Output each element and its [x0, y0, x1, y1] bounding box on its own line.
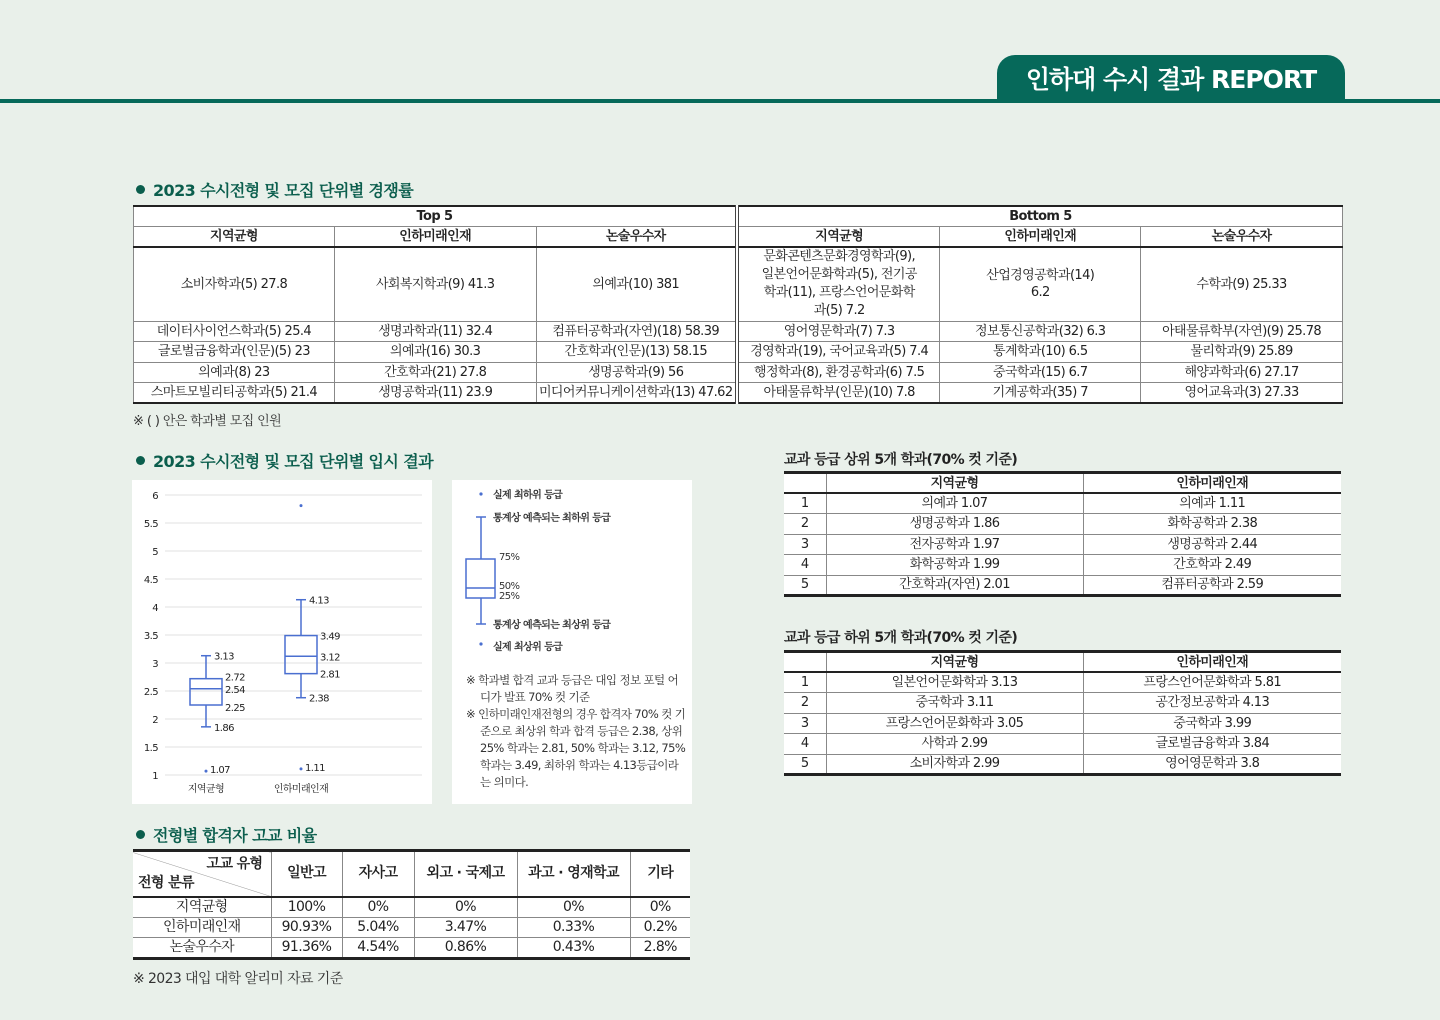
rank-cell: 3 [784, 534, 826, 555]
column-header: 일반고 [271, 851, 342, 897]
table-cell: 사회복지학과(9) 41.3 [334, 247, 536, 321]
section-title: 전형별 합격자 고교 비율 [153, 826, 317, 845]
column-header: 인하미래인재 [334, 227, 536, 248]
table-cell: 아태물류학부(자연)(9) 25.78 [1141, 321, 1343, 342]
corner-header [133, 851, 271, 897]
table-row [133, 897, 690, 918]
table-row [784, 575, 1341, 596]
table-row [134, 321, 1343, 342]
table-cell: 0% [630, 897, 690, 918]
table-cell: 0% [414, 897, 517, 918]
table-cell: 5.04% [342, 917, 414, 938]
max-outlier-point [300, 504, 303, 507]
row-header: 지역균형 [133, 897, 271, 918]
table-cell: 0.86% [414, 938, 517, 959]
table-row [784, 672, 1341, 693]
rank-cell: 4 [784, 734, 826, 755]
table-cell: 일본언어문화학과 3.13 [826, 672, 1083, 693]
table-row [784, 514, 1341, 535]
y-tick-label: 5 [152, 547, 158, 558]
rank-cell: 2 [784, 514, 826, 535]
table-cell: 화학공학과 2.38 [1083, 514, 1341, 535]
legend-p25: 25% [499, 591, 520, 602]
column-header: 논술우수자 [1141, 227, 1343, 248]
table-cell: 간호학과(인문)(13) 58.15 [536, 342, 737, 363]
legend-stat-lowest: 통계상 예측되는 최하위 등급 [493, 513, 611, 524]
data-label: 3.12 [320, 652, 340, 664]
y-tick-label: 1 [152, 771, 158, 782]
data-label: 1.11 [305, 762, 325, 774]
table-cell: 소비자학과 2.99 [826, 754, 1083, 775]
report-title: 인하대 수시 결과 REPORT [997, 55, 1345, 101]
table-cell: 중국학과(15) 6.7 [940, 362, 1141, 383]
table-cell: 전자공학과 1.97 [826, 534, 1083, 555]
table-row [133, 938, 690, 959]
table-cell: 영어영문학과(7) 7.3 [737, 321, 940, 342]
table-cell: 통계학과(10) 6.5 [940, 342, 1141, 363]
top5-header: Top 5 [134, 206, 737, 227]
table-cell: 공간정보공학과 4.13 [1083, 693, 1341, 714]
y-tick-label: 3 [152, 659, 158, 670]
data-label: 2.25 [225, 703, 245, 714]
table-cell: 중국학과 3.99 [1083, 713, 1341, 734]
table-cell: 영어영문학과 3.8 [1083, 754, 1341, 775]
table-cell: 생명과학과(11) 32.4 [334, 321, 536, 342]
table-row [134, 247, 1343, 321]
column-header [784, 473, 826, 494]
section-competition [136, 178, 413, 201]
table-cell: 0% [517, 897, 630, 918]
legend-note: ※ 인하미래인재전형의 경우 합격자 70% 컷 기준으로 최상위 학과 합격 등급은 2.38, 상위 25% 학과는 2.81, 50% 학과는 3.12, 75% 학과는 3.49, 최하위 학과는 4.13등급이라는 의미다. [466, 707, 686, 789]
table-cell: 간호학과(21) 27.8 [334, 362, 536, 383]
table-cell: 기계공학과(35) 7 [940, 383, 1141, 404]
table-cell: 2.8% [630, 938, 690, 959]
table-cell: 0.33% [517, 917, 630, 938]
corner-top-label: 고교 유형 [206, 856, 263, 872]
table-cell: 소비자학과(5) 27.8 [134, 247, 335, 321]
bullet-icon [136, 185, 145, 194]
table-cell: 해양과학과(6) 27.17 [1141, 362, 1343, 383]
competition-table [133, 205, 1343, 404]
corner-bottom-label: 전형 분류 [138, 874, 194, 891]
y-tick-label: 2.5 [143, 687, 158, 698]
column-header: 지역균형 [134, 227, 335, 248]
section-title: 2023 수시전형 및 모집 단위별 입시 결과 [153, 452, 433, 471]
table-cell: 화학공학과 1.99 [826, 555, 1083, 576]
data-label: 2.54 [225, 684, 245, 696]
bottom5-title: 교과 등급 하위 5개 학과(70% 컷 기준) [784, 630, 1018, 646]
section-school-ratio [136, 823, 316, 846]
column-header: 인하미래인재 [940, 227, 1141, 248]
table-cell: 90.93% [271, 917, 342, 938]
table-cell: 중국학과 3.11 [826, 693, 1083, 714]
table-cell: 스마트모빌리티공학과(5) 21.4 [134, 383, 335, 404]
y-tick-label: 3.5 [143, 631, 158, 642]
table-cell: 산업경영공학과(14) 6.2 [940, 247, 1141, 321]
iqr-box [285, 636, 317, 674]
rank-cell: 2 [784, 693, 826, 714]
table-cell: 의예과 1.11 [1083, 493, 1341, 514]
table-row [134, 383, 1343, 404]
table-cell: 의예과(10) 381 [536, 247, 737, 321]
table-cell: 의예과(8) 23 [134, 362, 335, 383]
min-outlier-point [300, 767, 303, 770]
x-tick-label: 지역균형 [187, 784, 225, 795]
table-cell: 4.54% [342, 938, 414, 959]
y-tick-label: 1.5 [143, 743, 158, 754]
top5-table [784, 471, 1341, 597]
table-cell: 컴퓨터공학과(자연)(18) 58.39 [536, 321, 737, 342]
data-label: 1.86 [214, 722, 234, 734]
school-ratio-table [133, 849, 690, 960]
table-cell: 정보통신공학과(32) 6.3 [940, 321, 1141, 342]
column-header: 인하미래인재 [1083, 652, 1341, 673]
table-row [784, 754, 1341, 775]
table-cell: 영어교육과(3) 27.33 [1141, 383, 1343, 404]
rank-cell: 1 [784, 672, 826, 693]
y-tick-label: 6 [152, 491, 158, 502]
boxplot-chart [132, 480, 432, 804]
table-cell: 91.36% [271, 938, 342, 959]
table-cell: 100% [271, 897, 342, 918]
data-label: 2.72 [225, 672, 245, 684]
table-row [784, 693, 1341, 714]
table-cell: 글로벌금융학과(인문)(5) 23 [134, 342, 335, 363]
row-header: 논술우수자 [133, 938, 271, 959]
legend-note: ※ 학과별 합격 교과 등급은 대입 정보 포털 어디가 발표 70% 컷 기준 [466, 673, 679, 704]
legend-p75: 75% [499, 552, 520, 563]
table-cell: 문화콘텐츠문화경영학과(9), 일본언어문화학과(5), 전기공학과(11), 프랑스언어문화학과(5) 7.2 [737, 247, 940, 321]
table-row [133, 917, 690, 938]
table-cell: 간호학과(자연) 2.01 [826, 575, 1083, 596]
rank-cell: 4 [784, 555, 826, 576]
table-cell: 아태물류학부(인문)(10) 7.8 [737, 383, 940, 404]
y-tick-label: 4.5 [143, 575, 158, 586]
legend-box-icon [452, 480, 512, 660]
table-row [784, 493, 1341, 514]
bottom5-table [784, 650, 1341, 776]
table-cell: 프랑스언어문화학과 3.05 [826, 713, 1083, 734]
legend-actual-highest: 실제 최상위 등급 [493, 642, 563, 653]
y-tick-label: 4 [152, 603, 158, 614]
y-tick-label: 5.5 [143, 519, 158, 530]
table-row [784, 734, 1341, 755]
competition-note: ※ ( ) 안은 학과별 모집 인원 [133, 414, 282, 429]
data-label: 4.13 [309, 595, 329, 607]
bullet-icon [136, 830, 145, 839]
boxplot-panel [132, 480, 432, 804]
min-outlier-point [205, 770, 208, 773]
rank-cell: 5 [784, 754, 826, 775]
table-cell: 행정학과(8), 환경공학과(6) 7.5 [737, 362, 940, 383]
table-cell: 의예과 1.07 [826, 493, 1083, 514]
table-row [784, 534, 1341, 555]
column-header: 지역균형 [737, 227, 940, 248]
legend-notes [466, 672, 688, 791]
table-row [134, 362, 1343, 383]
column-header: 지역균형 [826, 473, 1083, 494]
rank-cell: 1 [784, 493, 826, 514]
data-label: 3.13 [214, 651, 234, 663]
table-cell: 생명공학과(11) 23.9 [334, 383, 536, 404]
table-cell: 간호학과 2.49 [1083, 555, 1341, 576]
rank-cell: 3 [784, 713, 826, 734]
section-title: 2023 수시전형 및 모집 단위별 경쟁률 [153, 181, 414, 200]
table-row [784, 555, 1341, 576]
table-cell: 의예과(16) 30.3 [334, 342, 536, 363]
column-header: 지역균형 [826, 652, 1083, 673]
column-header: 외고 · 국제고 [414, 851, 517, 897]
rank-cell: 5 [784, 575, 826, 596]
iqr-box [190, 679, 222, 705]
table-cell: 미디어커뮤니케이션학과(13) 47.62 [536, 383, 737, 404]
column-header [784, 652, 826, 673]
top5-title: 교과 등급 상위 5개 학과(70% 컷 기준) [784, 452, 1018, 468]
column-header: 논술우수자 [536, 227, 737, 248]
data-label: 1.07 [210, 765, 230, 777]
column-header: 인하미래인재 [1083, 473, 1341, 494]
column-header: 과고 · 영재학교 [517, 851, 630, 897]
data-label: 2.81 [320, 669, 340, 681]
table-cell: 수학과(9) 25.33 [1141, 247, 1343, 321]
table-cell: 생명공학과(9) 56 [536, 362, 737, 383]
table-cell: 물리학과(9) 25.89 [1141, 342, 1343, 363]
row-header: 인하미래인재 [133, 917, 271, 938]
column-header: 기타 [630, 851, 690, 897]
boxplot-legend [452, 480, 692, 804]
table-cell: 0.2% [630, 917, 690, 938]
x-tick-label: 인하미래인재 [273, 784, 329, 795]
data-label: 3.49 [320, 631, 340, 643]
table-cell: 컴퓨터공학과 2.59 [1083, 575, 1341, 596]
data-label: 2.38 [309, 693, 329, 705]
table-cell: 생명공학과 2.44 [1083, 534, 1341, 555]
bottom5-header: Bottom 5 [737, 206, 1343, 227]
table-cell: 0% [342, 897, 414, 918]
table-cell: 사학과 2.99 [826, 734, 1083, 755]
table-cell: 3.47% [414, 917, 517, 938]
legend-actual-lowest: 실제 최하위 등급 [493, 490, 563, 501]
section-results [136, 449, 433, 472]
table-cell: 경영학과(19), 국어교육과(5) 7.4 [737, 342, 940, 363]
column-header: 자사고 [342, 851, 414, 897]
table-cell: 글로벌금융학과 3.84 [1083, 734, 1341, 755]
y-tick-label: 2 [152, 715, 158, 726]
legend-stat-highest: 통계상 예측되는 최상위 등급 [493, 620, 611, 631]
table-cell: 0.43% [517, 938, 630, 959]
table-cell: 생명공학과 1.86 [826, 514, 1083, 535]
table-row [784, 713, 1341, 734]
school-ratio-note: ※ 2023 대입 대학 알리미 자료 기준 [133, 971, 343, 987]
table-cell: 데이터사이언스학과(5) 25.4 [134, 321, 335, 342]
table-row [134, 342, 1343, 363]
legend-p50: 50% [499, 581, 520, 592]
table-cell: 프랑스언어문화학과 5.81 [1083, 672, 1341, 693]
bullet-icon [136, 456, 145, 465]
